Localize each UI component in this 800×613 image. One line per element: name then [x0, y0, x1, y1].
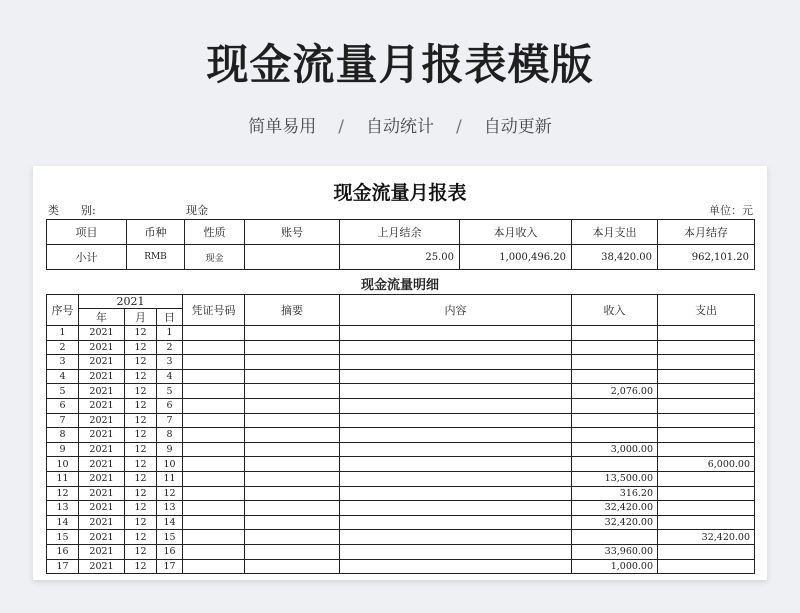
expense-cell[interactable] — [658, 413, 755, 428]
report-sheet — [33, 166, 767, 580]
month-cell[interactable]: 12 — [125, 457, 157, 472]
content-cell[interactable] — [340, 413, 572, 428]
day-cell[interactable]: 4 — [157, 369, 183, 384]
content-cell[interactable] — [340, 471, 572, 486]
month-cell[interactable]: 12 — [125, 515, 157, 530]
expense-cell[interactable]: 32,420.00 — [658, 530, 755, 545]
expense-header: 支出 — [658, 295, 755, 326]
income-cell[interactable]: 33,960.00 — [572, 544, 658, 559]
year-cell[interactable]: 2021 — [79, 369, 125, 384]
table-row — [47, 340, 755, 355]
content-cell[interactable] — [340, 501, 572, 516]
income-cell[interactable] — [572, 530, 658, 545]
tag-auto-update: 自动更新 — [483, 117, 552, 137]
income-cell[interactable] — [572, 326, 658, 341]
day-cell[interactable]: 3 — [157, 355, 183, 370]
month-cell[interactable]: 12 — [125, 326, 157, 341]
summary-cell[interactable] — [245, 428, 340, 443]
year-cell[interactable]: 2021 — [79, 515, 125, 530]
month-cell[interactable]: 12 — [125, 369, 157, 384]
summary-cell[interactable] — [245, 457, 340, 472]
summary-cell[interactable] — [245, 501, 340, 516]
content-cell[interactable] — [340, 530, 572, 545]
content-cell[interactable] — [340, 369, 572, 384]
income-cell[interactable]: 3,000.00 — [572, 442, 658, 457]
voucher-cell[interactable] — [183, 355, 245, 370]
year-cell[interactable]: 2021 — [79, 355, 125, 370]
month-cell[interactable]: 12 — [125, 501, 157, 516]
summary-header-cell: 性质 — [185, 220, 245, 245]
year-cell[interactable]: 2021 — [79, 471, 125, 486]
voucher-cell[interactable] — [183, 340, 245, 355]
summary-cell[interactable] — [245, 384, 340, 399]
seq-cell[interactable]: 1 — [47, 326, 79, 341]
summary-cell[interactable] — [245, 471, 340, 486]
detail-title: 现金流量明细 — [360, 278, 439, 293]
voucher-cell[interactable] — [183, 544, 245, 559]
year-cell[interactable]: 2021 — [79, 340, 125, 355]
day-cell[interactable]: 10 — [157, 457, 183, 472]
day-cell[interactable]: 13 — [157, 501, 183, 516]
year-group-header: 2021 — [79, 295, 183, 309]
year-header: 年 — [79, 309, 125, 326]
income-cell[interactable]: 316.20 — [572, 486, 658, 501]
expense-cell[interactable] — [658, 486, 755, 501]
expense-cell[interactable] — [658, 340, 755, 355]
voucher-cell[interactable] — [183, 413, 245, 428]
table-row — [47, 413, 755, 428]
year-cell[interactable]: 2021 — [79, 457, 125, 472]
seq-cell[interactable]: 4 — [47, 369, 79, 384]
day-cell[interactable]: 6 — [157, 398, 183, 413]
content-cell[interactable] — [340, 486, 572, 501]
seq-cell[interactable]: 7 — [47, 413, 79, 428]
expense-cell[interactable] — [658, 559, 755, 574]
seq-cell[interactable]: 2 — [47, 340, 79, 355]
year-cell[interactable]: 2021 — [79, 501, 125, 516]
content-header: 内容 — [340, 295, 572, 326]
tag-separator: / — [456, 117, 462, 137]
income-cell[interactable]: 13,500.00 — [572, 471, 658, 486]
month-cell[interactable]: 12 — [125, 471, 157, 486]
voucher-cell[interactable] — [183, 442, 245, 457]
expense-cell[interactable] — [658, 398, 755, 413]
content-cell[interactable] — [340, 340, 572, 355]
table-row — [47, 384, 755, 399]
month-header: 月 — [125, 309, 157, 326]
table-row — [47, 442, 755, 457]
summary-currency-cell[interactable]: RMB — [127, 245, 185, 270]
table-row — [47, 544, 755, 559]
day-cell[interactable]: 7 — [157, 413, 183, 428]
voucher-cell[interactable] — [183, 384, 245, 399]
month-cell[interactable]: 12 — [125, 398, 157, 413]
day-cell[interactable]: 2 — [157, 340, 183, 355]
month-cell[interactable]: 12 — [125, 355, 157, 370]
income-cell[interactable] — [572, 340, 658, 355]
income-cell[interactable]: 1,000.00 — [572, 559, 658, 574]
summary-cell[interactable] — [245, 442, 340, 457]
year-cell[interactable]: 2021 — [79, 559, 125, 574]
table-row — [47, 471, 755, 486]
month-cell[interactable]: 12 — [125, 428, 157, 443]
month-cell[interactable]: 12 — [125, 413, 157, 428]
expense-cell[interactable] — [658, 442, 755, 457]
seq-cell[interactable]: 5 — [47, 384, 79, 399]
content-cell[interactable] — [340, 398, 572, 413]
content-cell[interactable] — [340, 326, 572, 341]
summary-item-cell[interactable]: 小计 — [47, 245, 127, 270]
table-row — [47, 486, 755, 501]
voucher-cell[interactable] — [183, 471, 245, 486]
summary-header-cell: 账号 — [245, 220, 340, 245]
year-cell[interactable]: 2021 — [79, 544, 125, 559]
income-cell[interactable] — [572, 355, 658, 370]
voucher-header: 凭证号码 — [183, 295, 245, 326]
seq-cell[interactable]: 8 — [47, 428, 79, 443]
category-label: 类 别: — [48, 204, 96, 217]
summary-data-row — [47, 245, 755, 270]
year-cell[interactable]: 2021 — [79, 326, 125, 341]
expense-cell[interactable] — [658, 326, 755, 341]
seq-cell[interactable]: 17 — [47, 559, 79, 574]
summary-cell[interactable] — [245, 398, 340, 413]
summary-header: 摘要 — [245, 295, 340, 326]
summary-prev-balance-cell[interactable]: 25.00 — [340, 245, 460, 270]
expense-cell[interactable] — [658, 544, 755, 559]
income-cell[interactable] — [572, 457, 658, 472]
summary-account-cell[interactable] — [245, 245, 340, 270]
detail-body — [47, 326, 755, 574]
income-cell[interactable] — [572, 428, 658, 443]
month-cell[interactable]: 12 — [125, 486, 157, 501]
table-row — [47, 501, 755, 516]
table-row — [47, 530, 755, 545]
income-cell[interactable]: 32,420.00 — [572, 515, 658, 530]
summary-header-row — [47, 220, 755, 245]
day-cell[interactable]: 15 — [157, 530, 183, 545]
voucher-cell[interactable] — [183, 369, 245, 384]
summary-cell[interactable] — [245, 486, 340, 501]
table-row — [47, 398, 755, 413]
expense-cell[interactable] — [658, 501, 755, 516]
voucher-cell[interactable] — [183, 486, 245, 501]
summary-income-cell[interactable]: 1,000,496.20 — [460, 245, 572, 270]
seq-header: 序号 — [47, 295, 79, 326]
content-cell[interactable] — [340, 457, 572, 472]
day-cell[interactable]: 16 — [157, 544, 183, 559]
summary-table — [46, 219, 755, 270]
detail-header-row — [47, 295, 755, 309]
tagline — [0, 112, 800, 137]
month-cell[interactable]: 12 — [125, 384, 157, 399]
day-cell[interactable]: 9 — [157, 442, 183, 457]
month-cell[interactable]: 12 — [125, 340, 157, 355]
month-cell[interactable]: 12 — [125, 442, 157, 457]
table-row — [47, 326, 755, 341]
day-cell[interactable]: 8 — [157, 428, 183, 443]
month-cell[interactable]: 12 — [125, 530, 157, 545]
month-cell[interactable]: 12 — [125, 544, 157, 559]
day-header: 日 — [157, 309, 183, 326]
day-cell[interactable]: 11 — [157, 471, 183, 486]
seq-cell[interactable]: 11 — [47, 471, 79, 486]
year-cell[interactable]: 2021 — [79, 428, 125, 443]
expense-cell[interactable]: 6,000.00 — [658, 457, 755, 472]
table-row — [47, 428, 755, 443]
year-cell[interactable]: 2021 — [79, 442, 125, 457]
voucher-cell[interactable] — [183, 457, 245, 472]
voucher-cell[interactable] — [183, 398, 245, 413]
seq-cell[interactable]: 6 — [47, 398, 79, 413]
seq-cell[interactable]: 14 — [47, 515, 79, 530]
summary-cell[interactable] — [245, 530, 340, 545]
seq-cell[interactable]: 13 — [47, 501, 79, 516]
table-row — [47, 457, 755, 472]
summary-cell[interactable] — [245, 559, 340, 574]
unit-label: 单位：元 — [709, 204, 753, 217]
expense-cell[interactable] — [658, 384, 755, 399]
month-cell[interactable]: 12 — [125, 559, 157, 574]
content-cell[interactable] — [340, 559, 572, 574]
voucher-cell[interactable] — [183, 501, 245, 516]
content-cell[interactable] — [340, 544, 572, 559]
summary-cell[interactable] — [245, 326, 340, 341]
summary-cell[interactable] — [245, 355, 340, 370]
seq-cell[interactable]: 15 — [47, 530, 79, 545]
table-row — [47, 355, 755, 370]
year-cell[interactable]: 2021 — [79, 413, 125, 428]
expense-cell[interactable] — [658, 515, 755, 530]
voucher-cell[interactable] — [183, 530, 245, 545]
day-cell[interactable]: 14 — [157, 515, 183, 530]
year-cell[interactable]: 2021 — [79, 398, 125, 413]
summary-header-cell: 本月收入 — [460, 220, 572, 245]
summary-header-cell: 本月结存 — [658, 220, 755, 245]
summary-cell[interactable] — [245, 369, 340, 384]
detail-table — [46, 294, 755, 574]
seq-cell[interactable]: 16 — [47, 544, 79, 559]
summary-header-cell: 本月支出 — [572, 220, 658, 245]
summary-cell[interactable] — [245, 515, 340, 530]
expense-cell[interactable] — [658, 369, 755, 384]
table-row — [47, 559, 755, 574]
table-row — [47, 515, 755, 530]
voucher-cell[interactable] — [183, 559, 245, 574]
income-cell[interactable] — [572, 369, 658, 384]
year-cell[interactable]: 2021 — [79, 486, 125, 501]
content-cell[interactable] — [340, 355, 572, 370]
day-cell[interactable]: 17 — [157, 559, 183, 574]
income-cell[interactable] — [572, 398, 658, 413]
summary-cell[interactable] — [245, 413, 340, 428]
income-header: 收入 — [572, 295, 658, 326]
voucher-cell[interactable] — [183, 326, 245, 341]
seq-cell[interactable]: 12 — [47, 486, 79, 501]
seq-cell[interactable]: 9 — [47, 442, 79, 457]
table-row — [47, 369, 755, 384]
tag-auto-stats: 自动统计 — [366, 117, 434, 137]
income-cell[interactable]: 32,420.00 — [572, 501, 658, 516]
summary-balance-cell[interactable]: 962,101.20 — [658, 245, 755, 270]
summary-header-cell: 上月结余 — [340, 220, 460, 245]
income-cell[interactable] — [572, 413, 658, 428]
year-cell[interactable]: 2021 — [79, 384, 125, 399]
content-cell[interactable] — [340, 428, 572, 443]
tag-easy: 简单易用 — [248, 117, 317, 137]
page-title: 现金流量月报表模版 — [206, 40, 594, 89]
voucher-cell[interactable] — [183, 515, 245, 530]
category-value[interactable]: 现金 — [186, 204, 208, 217]
day-cell[interactable]: 12 — [157, 486, 183, 501]
income-cell[interactable]: 2,076.00 — [572, 384, 658, 399]
summary-header-cell: 币种 — [127, 220, 185, 245]
summary-expense-cell[interactable]: 38,420.00 — [572, 245, 658, 270]
expense-cell[interactable] — [658, 355, 755, 370]
voucher-cell[interactable] — [183, 428, 245, 443]
summary-header-cell: 项目 — [47, 220, 127, 245]
seq-cell[interactable]: 10 — [47, 457, 79, 472]
tag-separator: / — [338, 117, 344, 137]
summary-cell[interactable] — [245, 544, 340, 559]
seq-cell[interactable]: 3 — [47, 355, 79, 370]
year-cell[interactable]: 2021 — [79, 530, 125, 545]
content-cell[interactable] — [340, 515, 572, 530]
sheet-title: 现金流量月报表 — [333, 182, 467, 204]
expense-cell[interactable] — [658, 471, 755, 486]
content-cell[interactable] — [340, 442, 572, 457]
expense-cell[interactable] — [658, 428, 755, 443]
content-cell[interactable] — [340, 384, 572, 399]
summary-cell[interactable] — [245, 340, 340, 355]
summary-nature-cell[interactable]: 现金 — [185, 245, 245, 270]
day-cell[interactable]: 5 — [157, 384, 183, 399]
day-cell[interactable]: 1 — [157, 326, 183, 341]
